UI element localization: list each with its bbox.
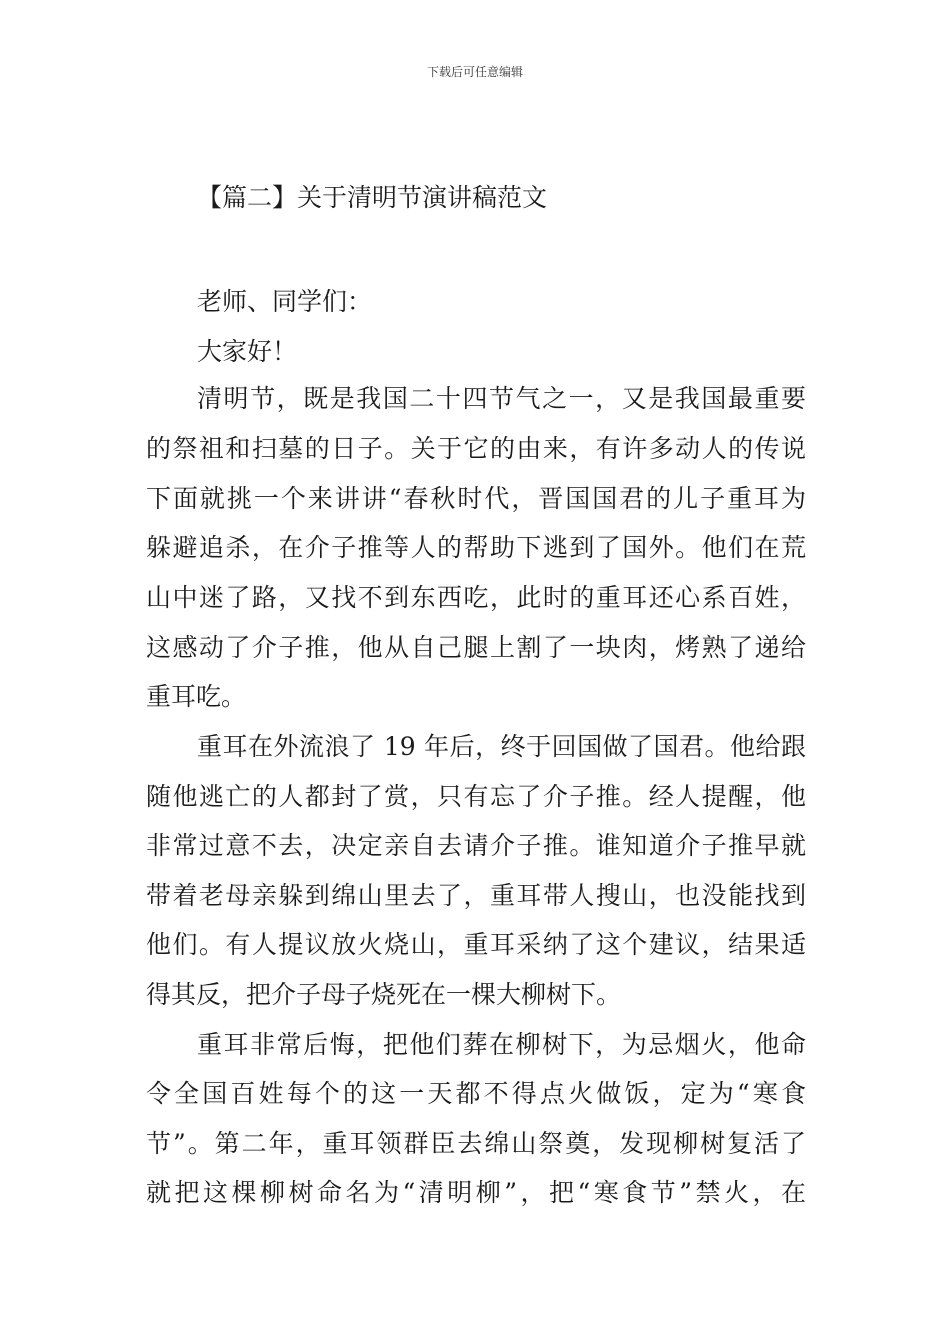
body-line: 节”。第二年，重耳领群臣去绵山祭奠，发现柳树复活了 [146, 1129, 806, 1158]
body-line: 得其反，把介子母子烧死在一棵大柳树下。 [146, 980, 622, 1009]
document-title: 【篇二】关于清明节演讲稿范文 [197, 183, 548, 212]
body-line: 他们。有人提议放火烧山，重耳采纳了这个建议，结果适 [146, 930, 806, 959]
body-line: 重耳非常后悔，把他们葬在柳树下，为忌烟火，他命 [197, 1030, 806, 1059]
body-line: 这感动了介子推，他从自己腿上割了一块肉，烤熟了递给 [146, 633, 806, 662]
body-line: 重耳吃。 [146, 682, 247, 711]
body-line: 就把这棵柳树命名为“清明柳”，把“寒食节”禁火，在 [146, 1178, 806, 1207]
salutation-line: 大家好！ [197, 337, 298, 366]
body-line: 重耳在外流浪了 19 年后，终于回国做了国君。他给跟 [197, 732, 806, 761]
body-line: 令全国百姓每个的这一天都不得点火做饭，定为“寒食 [146, 1079, 806, 1108]
body-line: 非常过意不去，决定亲自去请介子推。谁知道介子推早就 [146, 831, 806, 860]
body-line: 随他逃亡的人都封了赏，只有忘了介子推。经人提醒，他 [146, 782, 806, 811]
greeting-line: 老师、同学们： [197, 287, 373, 316]
body-line: 下面就挑一个来讲讲“春秋时代，晋国国君的儿子重耳为 [146, 484, 806, 513]
body-line: 山中迷了路，又找不到东西吃，此时的重耳还心系百姓， [146, 583, 806, 612]
body-line: 清明节，既是我国二十四节气之一，又是我国最重要 [197, 384, 806, 413]
body-line: 躲避追杀，在介子推等人的帮助下逃到了国外。他们在荒 [146, 533, 806, 562]
page-header-note: 下载后可任意编辑 [426, 65, 523, 79]
body-line: 的祭祖和扫墓的日子。关于它的由来，有许多动人的传说 [146, 434, 806, 463]
body-line: 带着老母亲躲到绵山里去了，重耳带人搜山，也没能找到 [146, 881, 806, 910]
